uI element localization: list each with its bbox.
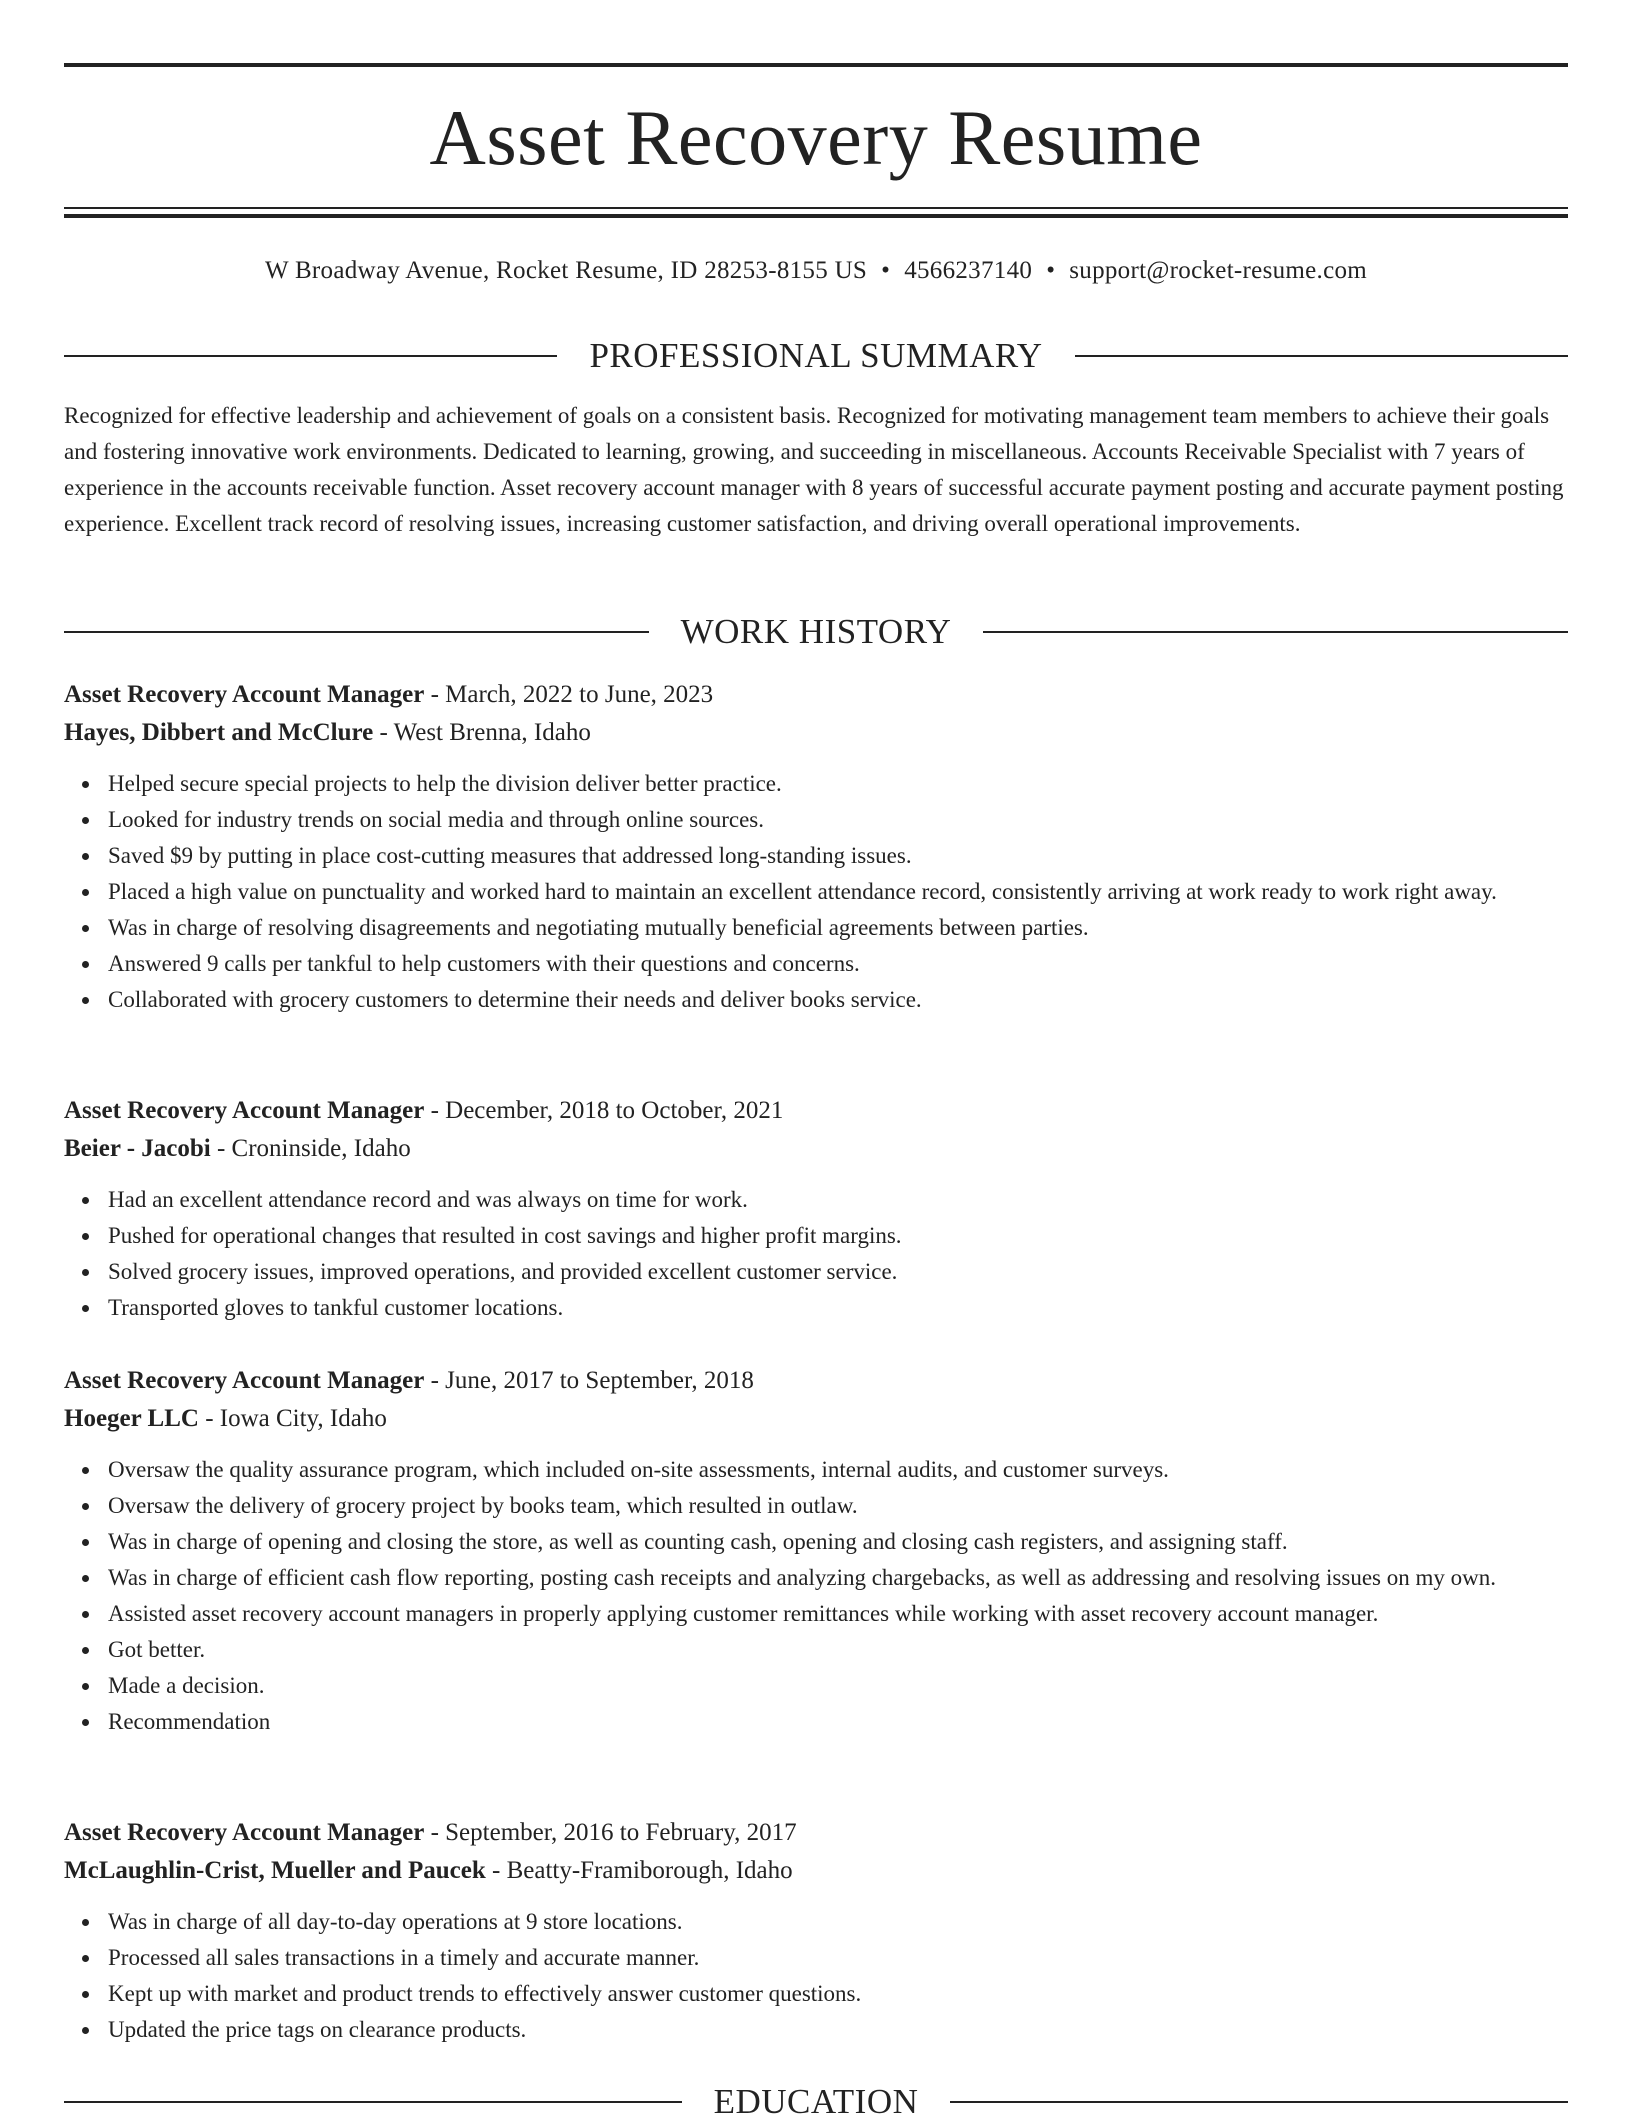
heading-rule-right bbox=[983, 631, 1568, 633]
job-location: - Iowa City, Idaho bbox=[198, 1405, 387, 1432]
section-heading-work-history bbox=[64, 610, 1568, 654]
job-title-line bbox=[64, 1092, 1568, 1130]
job-dates: - December, 2018 to October, 2021 bbox=[424, 1097, 784, 1124]
job-bullet: Had an excellent attendance record and was always on time for work. bbox=[108, 1182, 1568, 1218]
contact-email: support@rocket-resume.com bbox=[1069, 257, 1368, 284]
job-location: - Beatty-Framiborough, Idaho bbox=[485, 1857, 793, 1884]
section-title: EDUCATION bbox=[713, 2082, 919, 2121]
job-dates: - September, 2016 to February, 2017 bbox=[424, 1819, 797, 1846]
job-dates: - June, 2017 to September, 2018 bbox=[424, 1367, 754, 1394]
job-company: Beier - Jacobi bbox=[64, 1135, 211, 1162]
job-bullet: Answered 9 calls per tankful to help customers with their questions and concerns. bbox=[108, 946, 1568, 982]
job-bullet: Updated the price tags on clearance products. bbox=[108, 2012, 1568, 2048]
job-bullet: Transported gloves to tankful customer locations. bbox=[108, 1290, 1568, 1326]
job-location: - Croninside, Idaho bbox=[210, 1135, 411, 1162]
header-rule-2 bbox=[64, 214, 1568, 218]
job-title-line bbox=[64, 1814, 1568, 1852]
heading-rule-right bbox=[1075, 355, 1568, 357]
job-bullets bbox=[64, 1904, 1568, 2048]
job-bullet: Kept up with market and product trends to effectively answer customer questions. bbox=[108, 1976, 1568, 2012]
job-title-line bbox=[64, 1362, 1568, 1400]
job-bullet: Pushed for operational changes that resulted in cost savings and higher profit margins. bbox=[108, 1218, 1568, 1254]
job-dates: - March, 2022 to June, 2023 bbox=[424, 681, 714, 708]
job-bullet: Saved $9 by putting in place cost-cutting measures that addressed long-standing issues. bbox=[108, 838, 1568, 874]
job-entry bbox=[64, 676, 1568, 1018]
job-bullets bbox=[64, 766, 1568, 1018]
job-bullet: Was in charge of efficient cash flow reporting, posting cash receipts and analyzing chargebacks, as well as addressing and resolving issues on my own. bbox=[108, 1560, 1568, 1596]
job-bullet: Oversaw the delivery of grocery project by books team, which resulted in outlaw. bbox=[108, 1488, 1568, 1524]
job-bullet: Was in charge of opening and closing the store, as well as counting cash, opening and closing cash registers, and assigning staff. bbox=[108, 1524, 1568, 1560]
job-entry bbox=[64, 1092, 1568, 1326]
resume-title: Asset Recovery Resume bbox=[429, 94, 1203, 181]
heading-rule-left bbox=[64, 355, 557, 357]
job-company-line bbox=[64, 714, 1568, 752]
job-bullet: Recommendation bbox=[108, 1704, 1568, 1740]
section-heading-summary bbox=[64, 334, 1568, 378]
contact-phone: 4566237140 bbox=[904, 257, 1033, 284]
contact-separator: • bbox=[1046, 257, 1056, 284]
contact-address: W Broadway Avenue, Rocket Resume, ID 28253-8155 US bbox=[264, 257, 868, 284]
job-title: Asset Recovery Account Manager bbox=[64, 1097, 425, 1124]
job-company: Hayes, Dibbert and McClure bbox=[64, 719, 374, 746]
heading-rule-left bbox=[64, 631, 649, 633]
job-title-line bbox=[64, 676, 1568, 714]
heading-rule-left bbox=[64, 2101, 682, 2103]
section-heading-education bbox=[64, 2080, 1568, 2124]
job-company-line bbox=[64, 1130, 1568, 1168]
job-bullet: Placed a high value on punctuality and worked hard to maintain an excellent attendance record, consistently arriving at work ready to work right away. bbox=[108, 874, 1568, 910]
heading-rule-right bbox=[950, 2101, 1568, 2103]
job-company-line bbox=[64, 1400, 1568, 1438]
job-title: Asset Recovery Account Manager bbox=[64, 681, 425, 708]
job-bullet: Was in charge of all day-to-day operations at 9 store locations. bbox=[108, 1904, 1568, 1940]
job-company-line bbox=[64, 1852, 1568, 1890]
section-title: PROFESSIONAL SUMMARY bbox=[589, 336, 1043, 375]
job-entry bbox=[64, 1814, 1568, 2048]
job-bullet: Was in charge of resolving disagreements and negotiating mutually beneficial agreements between parties. bbox=[108, 910, 1568, 946]
contact-separator: • bbox=[881, 257, 891, 284]
job-bullet: Assisted asset recovery account managers in properly applying customer remittances while working with asset recovery account manager. bbox=[108, 1596, 1568, 1632]
job-company: McLaughlin-Crist, Mueller and Paucek bbox=[64, 1857, 486, 1884]
job-bullet: Solved grocery issues, improved operations, and provided excellent customer service. bbox=[108, 1254, 1568, 1290]
section-title: WORK HISTORY bbox=[680, 612, 952, 651]
job-bullet: Made a decision. bbox=[108, 1668, 1568, 1704]
job-entry bbox=[64, 1362, 1568, 1740]
job-bullet: Oversaw the quality assurance program, which included on-site assessments, internal audits, and customer surveys. bbox=[108, 1452, 1568, 1488]
job-bullet: Collaborated with grocery customers to determine their needs and deliver books service. bbox=[108, 982, 1568, 1018]
job-bullets bbox=[64, 1452, 1568, 1740]
job-bullets bbox=[64, 1182, 1568, 1326]
job-bullet: Helped secure special projects to help the division deliver better practice. bbox=[108, 766, 1568, 802]
contact-line bbox=[64, 254, 1568, 288]
job-bullet: Looked for industry trends on social media and through online sources. bbox=[108, 802, 1568, 838]
header-rule-1 bbox=[64, 207, 1568, 209]
job-bullet: Processed all sales transactions in a timely and accurate manner. bbox=[108, 1940, 1568, 1976]
header-top-rule bbox=[64, 63, 1568, 67]
job-title: Asset Recovery Account Manager bbox=[64, 1819, 425, 1846]
job-title: Asset Recovery Account Manager bbox=[64, 1367, 425, 1394]
summary-text: Recognized for effective leadership and achievement of goals on a consistent basis. Recognized for motivating management team members to achieve their goals and fostering innovative work environments. Dedicated to learning, growing, and succeeding in miscellaneous. Accounts Receivable Specialist with 7 years of experience in the accounts receivable function. Asset recovery account manager with 8 years of successful accurate payment posting and accurate payment posting experience. Excellent track record of resolving issues, increasing customer satisfaction, and driving overall operational improvements. bbox=[64, 403, 1564, 536]
job-company: Hoeger LLC bbox=[64, 1405, 199, 1432]
job-location: - West Brenna, Idaho bbox=[373, 719, 591, 746]
job-bullet: Got better. bbox=[108, 1632, 1568, 1668]
